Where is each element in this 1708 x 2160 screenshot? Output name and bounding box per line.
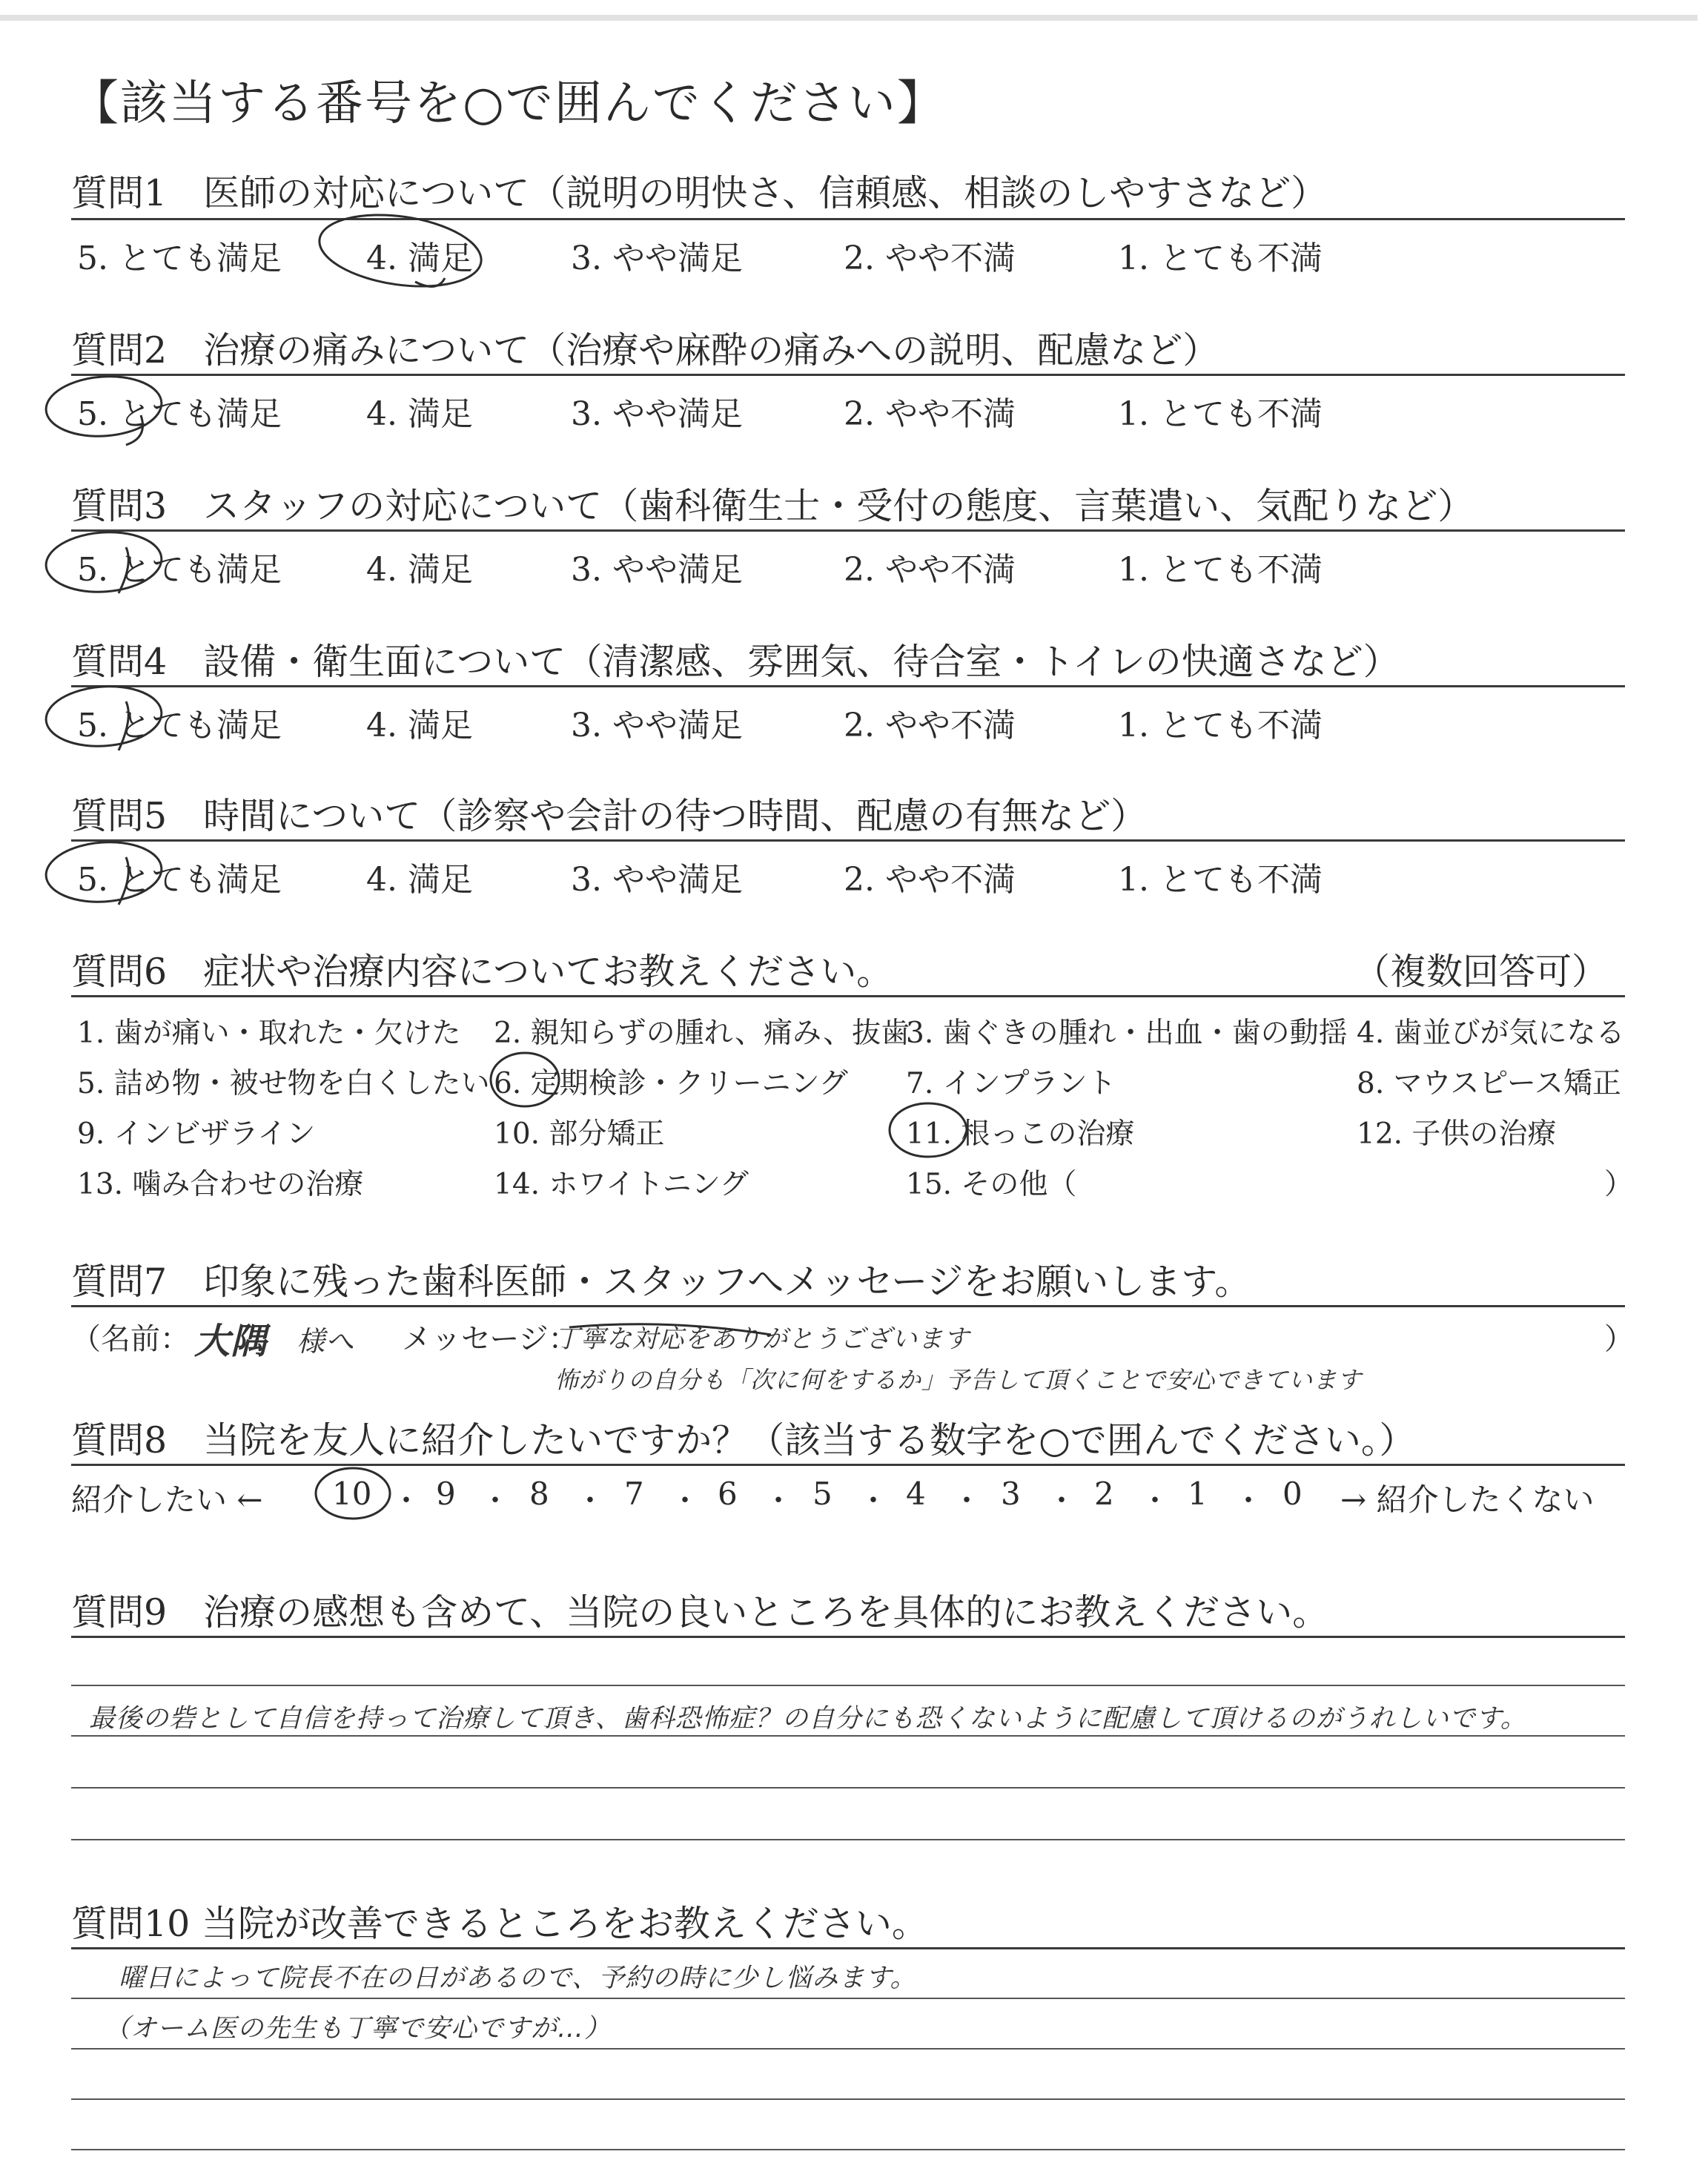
q8-scale-5[interactable]: 5	[812, 1476, 833, 1512]
instruction-heading: 【該当する番号を○で囲んでください】	[71, 76, 946, 131]
q6-item-7[interactable]: 7. インプラント	[906, 1067, 1116, 1100]
q8-scale-2[interactable]: 2	[1094, 1476, 1114, 1512]
question-8-title: 質問8 当院を友人に紹介したいですか？（該当する数字を○で囲んでください。）	[71, 1419, 1416, 1462]
q3-option-5[interactable]: 5. とても満足	[77, 551, 282, 589]
q6-item-13[interactable]: 13. 噛み合わせの治療	[77, 1168, 364, 1201]
q6-other-close-paren: ）	[1604, 1168, 1634, 1201]
q4-option-4[interactable]: 4. 満足	[366, 707, 473, 744]
q6-item-12[interactable]: 12. 子供の治療	[1357, 1117, 1557, 1151]
q8-scale-4[interactable]: 4	[906, 1476, 926, 1512]
q4-option-5[interactable]: 5. とても満足	[77, 707, 282, 744]
q5-option-3[interactable]: 3. やや満足	[571, 861, 743, 899]
q6-item-14[interactable]: 14. ホワイトニング	[494, 1168, 749, 1201]
q2-option-4[interactable]: 4. 満足	[366, 395, 473, 433]
q4-option-1[interactable]: 1. とても不満	[1118, 707, 1323, 744]
q6-item-15[interactable]: 15. その他（	[906, 1168, 1077, 1201]
question-2-title: 質問2 治療の痛みについて（治療や麻酔の痛みへの説明、配慮など）	[71, 329, 1219, 371]
q7-close-paren: ）	[1604, 1322, 1634, 1356]
q7-message-label: メッセージ：	[402, 1322, 578, 1356]
q6-item-11[interactable]: 11. 根っこの治療	[906, 1117, 1135, 1151]
q8-scale-10[interactable]: 10	[332, 1476, 372, 1512]
q8-scale-6[interactable]: 6	[718, 1476, 738, 1512]
q8-separator: ・	[1234, 1484, 1263, 1518]
q1-selection-tail	[415, 278, 445, 286]
question-9-title: 質問9 治療の感想も含めて、当院の良いところを具体的にお教えください。	[71, 1591, 1329, 1634]
q8-scale-1[interactable]: 1	[1188, 1476, 1208, 1512]
q10-answer-line	[71, 2098, 1625, 2100]
question-5-title: 質問5 時間について（診察や会計の待つ時間、配慮の有無など）	[71, 795, 1148, 837]
question-10-title: 質問10 当院が改善できるところをお教えください。	[71, 1903, 928, 1945]
q8-separator: ・	[858, 1484, 888, 1518]
q3-option-4[interactable]: 4. 満足	[366, 551, 473, 589]
q3-option-1[interactable]: 1. とても不満	[1118, 551, 1323, 589]
question-4-title: 質問4 設備・衛生面について（清潔感、雰囲気、待合室・トイレの快適さなど）	[71, 641, 1400, 683]
q6-item-9[interactable]: 9. インビザライン	[77, 1117, 316, 1151]
q9-answer-line	[71, 1787, 1625, 1789]
q9-answer-line	[71, 1685, 1625, 1686]
q5-option-5[interactable]: 5. とても満足	[77, 861, 282, 899]
q5-option-2[interactable]: 2. やや不満	[844, 861, 1016, 899]
q1-option-1[interactable]: 1. とても不満	[1118, 240, 1323, 277]
q4-option-2[interactable]: 2. やや不満	[844, 707, 1016, 744]
q6-item-1[interactable]: 1. 歯が痛い・取れた・欠けた	[77, 1017, 461, 1050]
q6-item-3[interactable]: 3. 歯ぐきの腫れ・出血・歯の動揺	[906, 1017, 1348, 1050]
question-3-title: 質問3 スタッフの対応について（歯科衛生士・受付の態度、言葉遣い、気配りなど）	[71, 485, 1474, 527]
q10-answer-line1[interactable]: 曜日によって院長不在の日があるので、予約の時に少し悩みます。	[119, 1964, 917, 1993]
q5-option-1[interactable]: 1. とても不満	[1118, 861, 1323, 899]
q6-item-4[interactable]: 4. 歯並びが気になる	[1357, 1017, 1625, 1050]
q8-separator: ・	[480, 1484, 510, 1518]
question-3-rule	[71, 529, 1625, 532]
q7-name-label: （名前：	[71, 1322, 190, 1356]
q8-scale-3[interactable]: 3	[1001, 1476, 1021, 1512]
q6-item-8[interactable]: 8. マウスピース矯正	[1357, 1067, 1621, 1100]
question-8-rule	[71, 1464, 1625, 1466]
q10-answer-line	[71, 2048, 1625, 2050]
q6-item-2[interactable]: 2. 親知らずの腫れ、痛み、抜歯	[494, 1017, 910, 1050]
q8-separator: ・	[575, 1484, 605, 1518]
q9-answer-line1[interactable]: 最後の砦として自信を持って治療して頂き、歯科恐怖症？の自分にも恐くないように配慮して頂けるのがうれしいです。	[89, 1704, 1527, 1734]
q8-separator: ・	[764, 1484, 793, 1518]
question-9-rule	[71, 1636, 1625, 1638]
question-4-rule	[71, 685, 1625, 687]
q1-option-3[interactable]: 3. やや満足	[571, 240, 743, 277]
q8-separator: ・	[670, 1484, 700, 1518]
q2-option-2[interactable]: 2. やや不満	[844, 395, 1016, 433]
q8-separator: ・	[391, 1484, 421, 1518]
scan-top-edge	[0, 15, 1698, 21]
q7-name-value[interactable]: 大隅	[194, 1321, 268, 1362]
question-6-rule	[71, 995, 1625, 997]
q7-message-line2[interactable]: 怖がりの自分も「次に何をするか」予告して頂くことで安心できています	[555, 1366, 1363, 1394]
question-5-rule	[71, 839, 1625, 842]
q8-scale-9[interactable]: 9	[436, 1476, 456, 1512]
q9-answer-line	[71, 1839, 1625, 1840]
q8-scale-8[interactable]: 8	[529, 1476, 549, 1512]
q8-separator: ・	[1047, 1484, 1076, 1518]
q1-option-2[interactable]: 2. やや不満	[844, 240, 1016, 277]
question-1-title: 質問1 医師の対応について（説明の明快さ、信頼感、相談のしやすさなど）	[71, 172, 1328, 214]
question-7-rule	[71, 1305, 1625, 1307]
q8-scale-7[interactable]: 7	[624, 1476, 644, 1512]
q2-option-3[interactable]: 3. やや満足	[571, 395, 743, 433]
q4-option-3[interactable]: 3. やや満足	[571, 707, 743, 744]
q3-option-3[interactable]: 3. やや満足	[571, 551, 743, 589]
q8-separator: ・	[952, 1484, 982, 1518]
q3-option-2[interactable]: 2. やや不満	[844, 551, 1016, 589]
q9-answer-line	[71, 1735, 1625, 1737]
q10-answer-line	[71, 1998, 1625, 1999]
q8-left-label: 紹介したい ←	[71, 1482, 263, 1518]
q6-item-5[interactable]: 5. 詰め物・被せ物を白くしたい	[77, 1067, 490, 1100]
q8-scale-0[interactable]: 0	[1282, 1476, 1302, 1512]
q1-option-4[interactable]: 4. 満足	[366, 240, 473, 277]
q7-name-suffix: 様へ	[297, 1325, 355, 1358]
q7-message-line1[interactable]: 丁寧な対応をありがとうございます	[555, 1324, 970, 1354]
q6-item-6[interactable]: 6. 定期検診・クリーニング	[494, 1067, 848, 1100]
q10-answer-line2[interactable]: （オーム医の先生も丁寧で安心ですが…）	[104, 2014, 612, 2044]
q2-option-1[interactable]: 1. とても不満	[1118, 395, 1323, 433]
question-2-rule	[71, 374, 1625, 376]
question-1-rule	[71, 218, 1625, 220]
q1-option-5[interactable]: 5. とても満足	[77, 240, 282, 277]
question-7-title: 質問7 印象に残った歯科医師・スタッフへメッセージをお願いします。	[71, 1261, 1251, 1303]
q5-option-4[interactable]: 4. 満足	[366, 861, 473, 899]
q8-separator: ・	[1140, 1484, 1170, 1518]
q6-item-10[interactable]: 10. 部分矯正	[494, 1117, 665, 1151]
q2-option-5[interactable]: 5. とても満足	[77, 395, 282, 433]
question-6-note: （複数回答可）	[1354, 951, 1609, 993]
q8-right-label: → 紹介したくない	[1340, 1482, 1595, 1518]
question-6-title: 質問6 症状や治療内容についてお教えください。	[71, 951, 893, 993]
question-10-rule	[71, 1947, 1625, 1949]
q10-answer-line	[71, 2149, 1625, 2150]
